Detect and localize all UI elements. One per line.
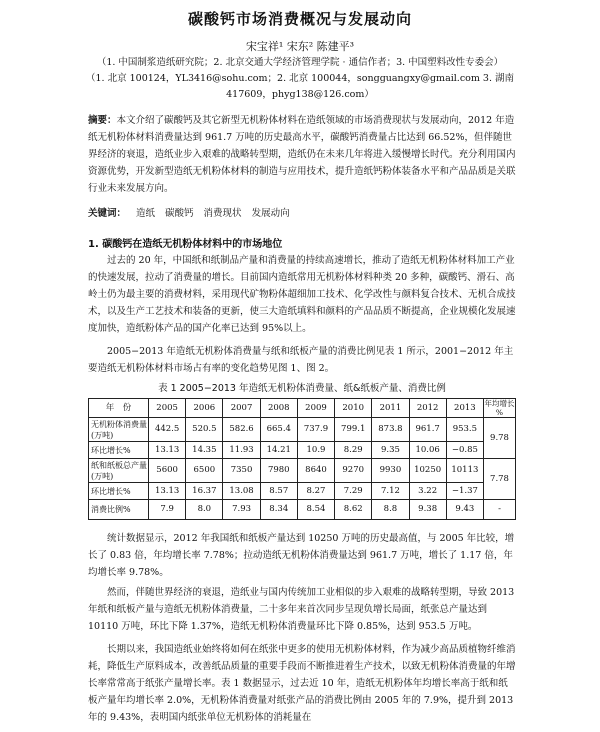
row-label: 纸和纸板总产量(万吨): [89, 459, 149, 483]
table-cell: 8640: [297, 459, 334, 483]
table-cell: 442.5: [149, 418, 186, 442]
year-cell: 2005: [149, 399, 186, 418]
abstract-text: 本文介绍了碳酸钙及其它新型无机粉体材料在造纸领域的市场消费现状与发展动向，2012 年造纸无机粉体材料消费量达到 961.7 万吨的历史最高水平，碳酸钙消费量占比达到 66.52%，但伴随世界经济的衰退，造纸业步入艰难的战略转型期，造纸仍在未来几年将进入缓慢增长时代。充分利用国内资源优势，开发新型造纸无机粉体材料的制造与应用技术，提升造纸钙粉体装备水平和产品品质是关联行业未来发展方向。: [88, 115, 516, 194]
table-cell: 5600: [149, 459, 186, 483]
table-cell: 13.08: [223, 483, 260, 500]
table-cell: 11.93: [223, 442, 260, 459]
year-header: 年 份: [89, 399, 149, 418]
keywords: [88, 205, 516, 219]
table-row: [89, 483, 516, 500]
table-cell: 873.8: [372, 418, 409, 442]
abstract-label: 摘要：: [88, 115, 117, 126]
year-cell: 2008: [260, 399, 297, 418]
abstract: [88, 112, 516, 197]
table-row: [89, 500, 516, 520]
table-cell: 8.62: [335, 500, 372, 520]
table-cell: 9.43: [446, 500, 483, 520]
table-cell: 7980: [260, 459, 297, 483]
table-row: [89, 442, 516, 459]
section-heading: 1. 碳酸钙在造纸无机粉体材料中的市场地位: [88, 239, 283, 250]
table-cell: 14.21: [260, 442, 297, 459]
table-cell: 9930: [372, 459, 409, 483]
paper-title: 碳酸钙市场消费概况与发展动向: [187, 10, 412, 28]
year-cell: 2006: [186, 399, 223, 418]
table-cell: 520.5: [186, 418, 223, 442]
table-caption: 表 1 2005−2013 年造纸无机粉体消费量、纸&纸板产量、消费比例: [158, 383, 446, 394]
row-label: 消费比例%: [89, 500, 149, 520]
author-list: 宋宝祥¹ 宋东² 陈建平³: [245, 40, 355, 53]
table-cell: 13.13: [149, 483, 186, 500]
table-cell: 8.29: [335, 442, 372, 459]
affiliation-line: （1. 北京 100124，YL3416@sohu.com；2. 北京 100044，songguangxy@gmail.com 3. 湖南: [86, 73, 514, 84]
table-cell: 10.06: [409, 442, 446, 459]
table-cell: 10113: [446, 459, 483, 483]
data-table: [88, 398, 516, 520]
table-cell: 6500: [186, 459, 223, 483]
keyword: 造纸: [136, 208, 156, 219]
table-cell: −0.85: [446, 442, 483, 459]
table-cell: 10250: [409, 459, 446, 483]
body-paragraph: 统计数据显示，2012 年我国纸和纸板产量达到 10250 万吨的历史最高值，与 2005 年比较，增长了 0.83 倍，年均增长率 7.78%；拉动造纸无机粉体消费量达到 961.7 万吨，增长了 1.17 倍，年均增长率 9.78%。: [88, 533, 515, 578]
body-paragraph: 过去的 20 年，中国纸和纸制品产量和消费量的持续高速增长，推动了造纸无机粉体材料加工产业的快速发展，拉动了消费量的增长。目前国内造纸常用无机粉体材料种类 20 多种，碳酸钙、滑石、高岭土仍为最主要的消费材料，采用现代矿物粉体超细加工技术、化学改性与颜料复合技术、无机合成技术，以及生产工艺技术和装备的更新，使三大造纸填料和颜料的产品品质不断提高，企业规模化发展速度加快，造纸粉体产品的国产化率已达到 95%以上。: [88, 255, 516, 334]
row-label: 无机粉体消费量(万吨): [89, 418, 149, 442]
table-cell: 9.35: [372, 442, 409, 459]
table-cell: 16.37: [186, 483, 223, 500]
year-cell: 2013: [446, 399, 483, 418]
body-paragraph: 长期以来，我国造纸业始终将如何在纸张中更多的使用无机粉体材料，作为减少高品质植物纤维消耗，降低生产原料成本，改善纸品质量的重要手段而不断推进着生产技术，以致无机粉体消费量的年增长率常常高于纸张产量增长率。表 1 数据显示，过去近 10 年，造纸无机粉体年均增长率高于纸和纸板产量年均增长率 2.0%，无机粉体消费量对纸张产品的消费比例由 2005 年的 7.9%，提升到 2013 年的 9.43%，表明国内纸张单位无机粉体的消耗量在: [88, 644, 516, 723]
year-cell: 2007: [223, 399, 260, 418]
table-cell: 9.38: [409, 500, 446, 520]
avg-growth-header: 年均增长 %: [484, 399, 515, 417]
table-header-row: [89, 399, 516, 418]
table-row: [89, 418, 516, 442]
table-row: [89, 459, 516, 483]
avg-growth-cell: 7.78: [484, 459, 516, 500]
table-cell: 8.54: [297, 500, 334, 520]
year-cell: 2010: [335, 399, 372, 418]
year-cell: 2012: [409, 399, 446, 418]
body-paragraph: 然而，伴随世界经济的衰退，造纸业与国内传统加工业相似的步入艰难的战略转型期，导致 2013 年纸和纸板产量与造纸无机粉体消费量，二十多年来首次同步呈现负增长局面，纸张总产量达到 10110 万吨，环比下降 1.37%，造纸无机粉体消费量环比下降 0.85%，达到 953.5 万吨。: [88, 587, 515, 632]
table-cell: 7.9: [149, 500, 186, 520]
table-cell: 961.7: [409, 418, 446, 442]
table-cell: −1.37: [446, 483, 483, 500]
body-paragraph: 2005−2013 年造纸无机粉体消费量与纸和纸板产量的消费比例见表 1 所示，2001−2012 年主要造纸无机粉体材料市场占有率的变化趋势见图 1、图 2。: [88, 346, 514, 374]
year-cell: 2011: [372, 399, 409, 418]
keyword: 碳酸钙: [165, 208, 194, 219]
table-cell: 953.5: [446, 418, 483, 442]
table-cell: 7.93: [223, 500, 260, 520]
table-cell: 582.6: [223, 418, 260, 442]
keyword: 发展动向: [251, 208, 290, 219]
table-cell: 737.9: [297, 418, 334, 442]
avg-growth-cell: -: [484, 500, 516, 520]
table-cell: 14.35: [186, 442, 223, 459]
table-cell: 10.9: [297, 442, 334, 459]
table-cell: 3.22: [409, 483, 446, 500]
table-cell: 8.0: [186, 500, 223, 520]
row-label: 环比增长%: [89, 442, 149, 459]
table-cell: 665.4: [260, 418, 297, 442]
table-cell: 799.1: [335, 418, 372, 442]
table-cell: 8.57: [260, 483, 297, 500]
keywords-label: 关键词：: [88, 208, 127, 219]
table-cell: 8.8: [372, 500, 409, 520]
keyword: 消费现状: [203, 208, 242, 219]
table-cell: 7.29: [335, 483, 372, 500]
affiliation-line: 417609，phyg138@126.com）: [226, 89, 374, 100]
table-cell: 7350: [223, 459, 260, 483]
table-cell: 8.27: [297, 483, 334, 500]
table-cell: 8.34: [260, 500, 297, 520]
affiliation-line: （1. 中国制浆造纸研究院；2. 北京交通大学经济管理学院 · 通信作者；3. 中国塑料改性专委会）: [96, 57, 504, 68]
table-cell: 13.13: [149, 442, 186, 459]
row-label: 环比增长%: [89, 483, 149, 500]
year-cell: 2009: [297, 399, 334, 418]
table-cell: 9270: [335, 459, 372, 483]
table-cell: 7.12: [372, 483, 409, 500]
avg-growth-cell: 9.78: [484, 418, 516, 459]
